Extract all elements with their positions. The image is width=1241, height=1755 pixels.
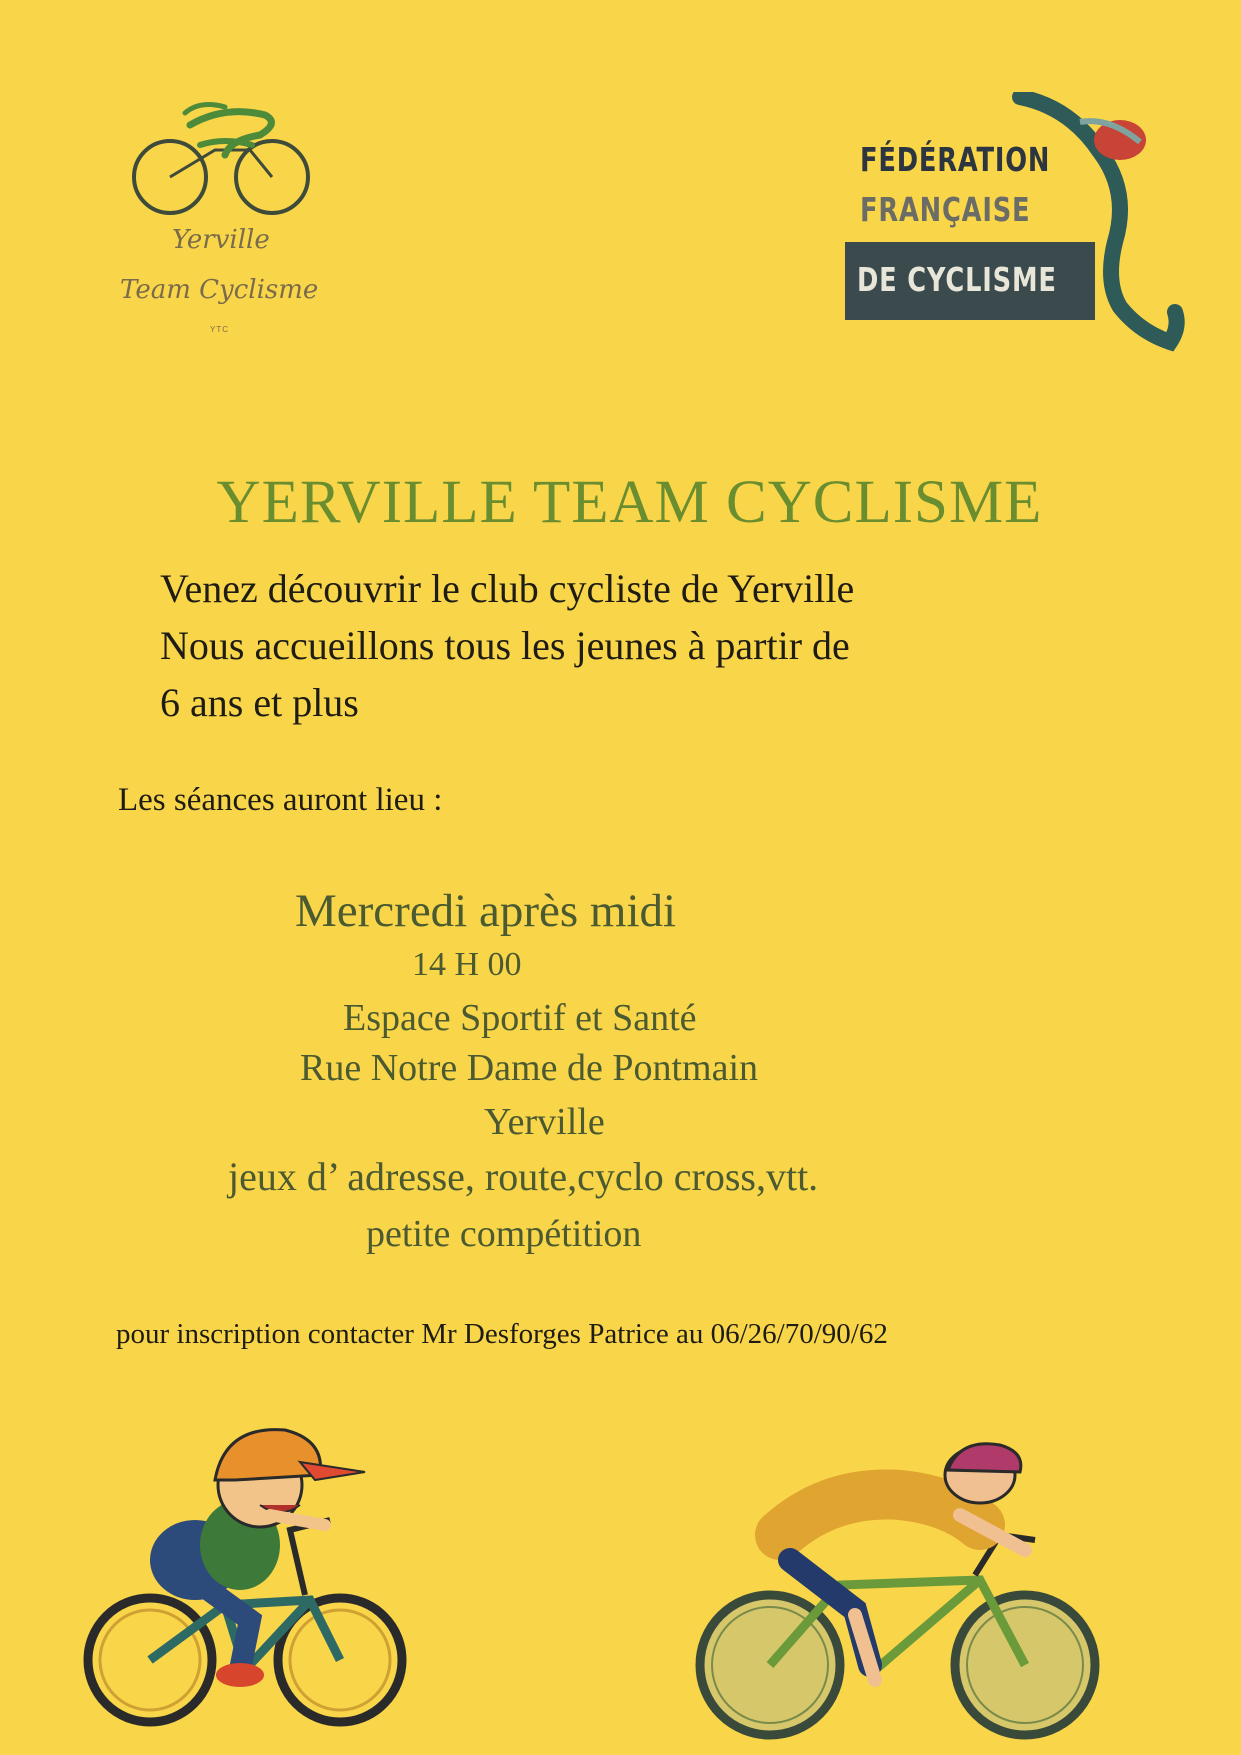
ffc-line1: FÉDÉRATION (860, 140, 1051, 179)
intro-text (160, 560, 854, 731)
ytc-name-line1: Yerville (172, 225, 270, 255)
child-cyclist-icon (75, 1420, 435, 1740)
sessions-label: Les séances auront lieu : (118, 782, 443, 818)
schedule-activities: jeux d’ adresse, route,cyclo cross,vtt. (228, 1154, 819, 1199)
intro-line2: Nous accueillons tous les jeunes à partir de (160, 623, 850, 668)
schedule-town: Yerville (484, 1101, 605, 1143)
ffc-line2: FRANÇAISE (860, 190, 1031, 229)
ytc-name-line2: Team Cyclisme (120, 275, 319, 305)
schedule-day: Mercredi après midi (295, 885, 677, 937)
intro-line3: 6 ans et plus (160, 680, 359, 725)
contact-info: pour inscription contacter Mr Desforges Patrice au 06/26/70/90/62 (116, 1318, 888, 1350)
racing-cyclist-icon (680, 1440, 1120, 1740)
ffc-line3: DE CYCLISME (857, 260, 1057, 299)
intro-line1: Venez découvrir le club cycliste de Yerville (160, 566, 855, 611)
page-title: YERVILLE TEAM CYCLISME (216, 469, 1043, 536)
ytc-logo (120, 95, 340, 345)
ytc-abbreviation: YTC (210, 325, 229, 334)
ffc-swoosh-icon (1010, 92, 1200, 362)
ffc-logo (845, 92, 1185, 362)
schedule-time: 14 H 00 (412, 946, 522, 983)
cyclist-logo-icon (130, 95, 330, 225)
schedule-extra: petite compétition (366, 1213, 642, 1255)
schedule-venue: Espace Sportif et Santé (343, 997, 697, 1039)
schedule-street: Rue Notre Dame de Pontmain (300, 1047, 759, 1089)
